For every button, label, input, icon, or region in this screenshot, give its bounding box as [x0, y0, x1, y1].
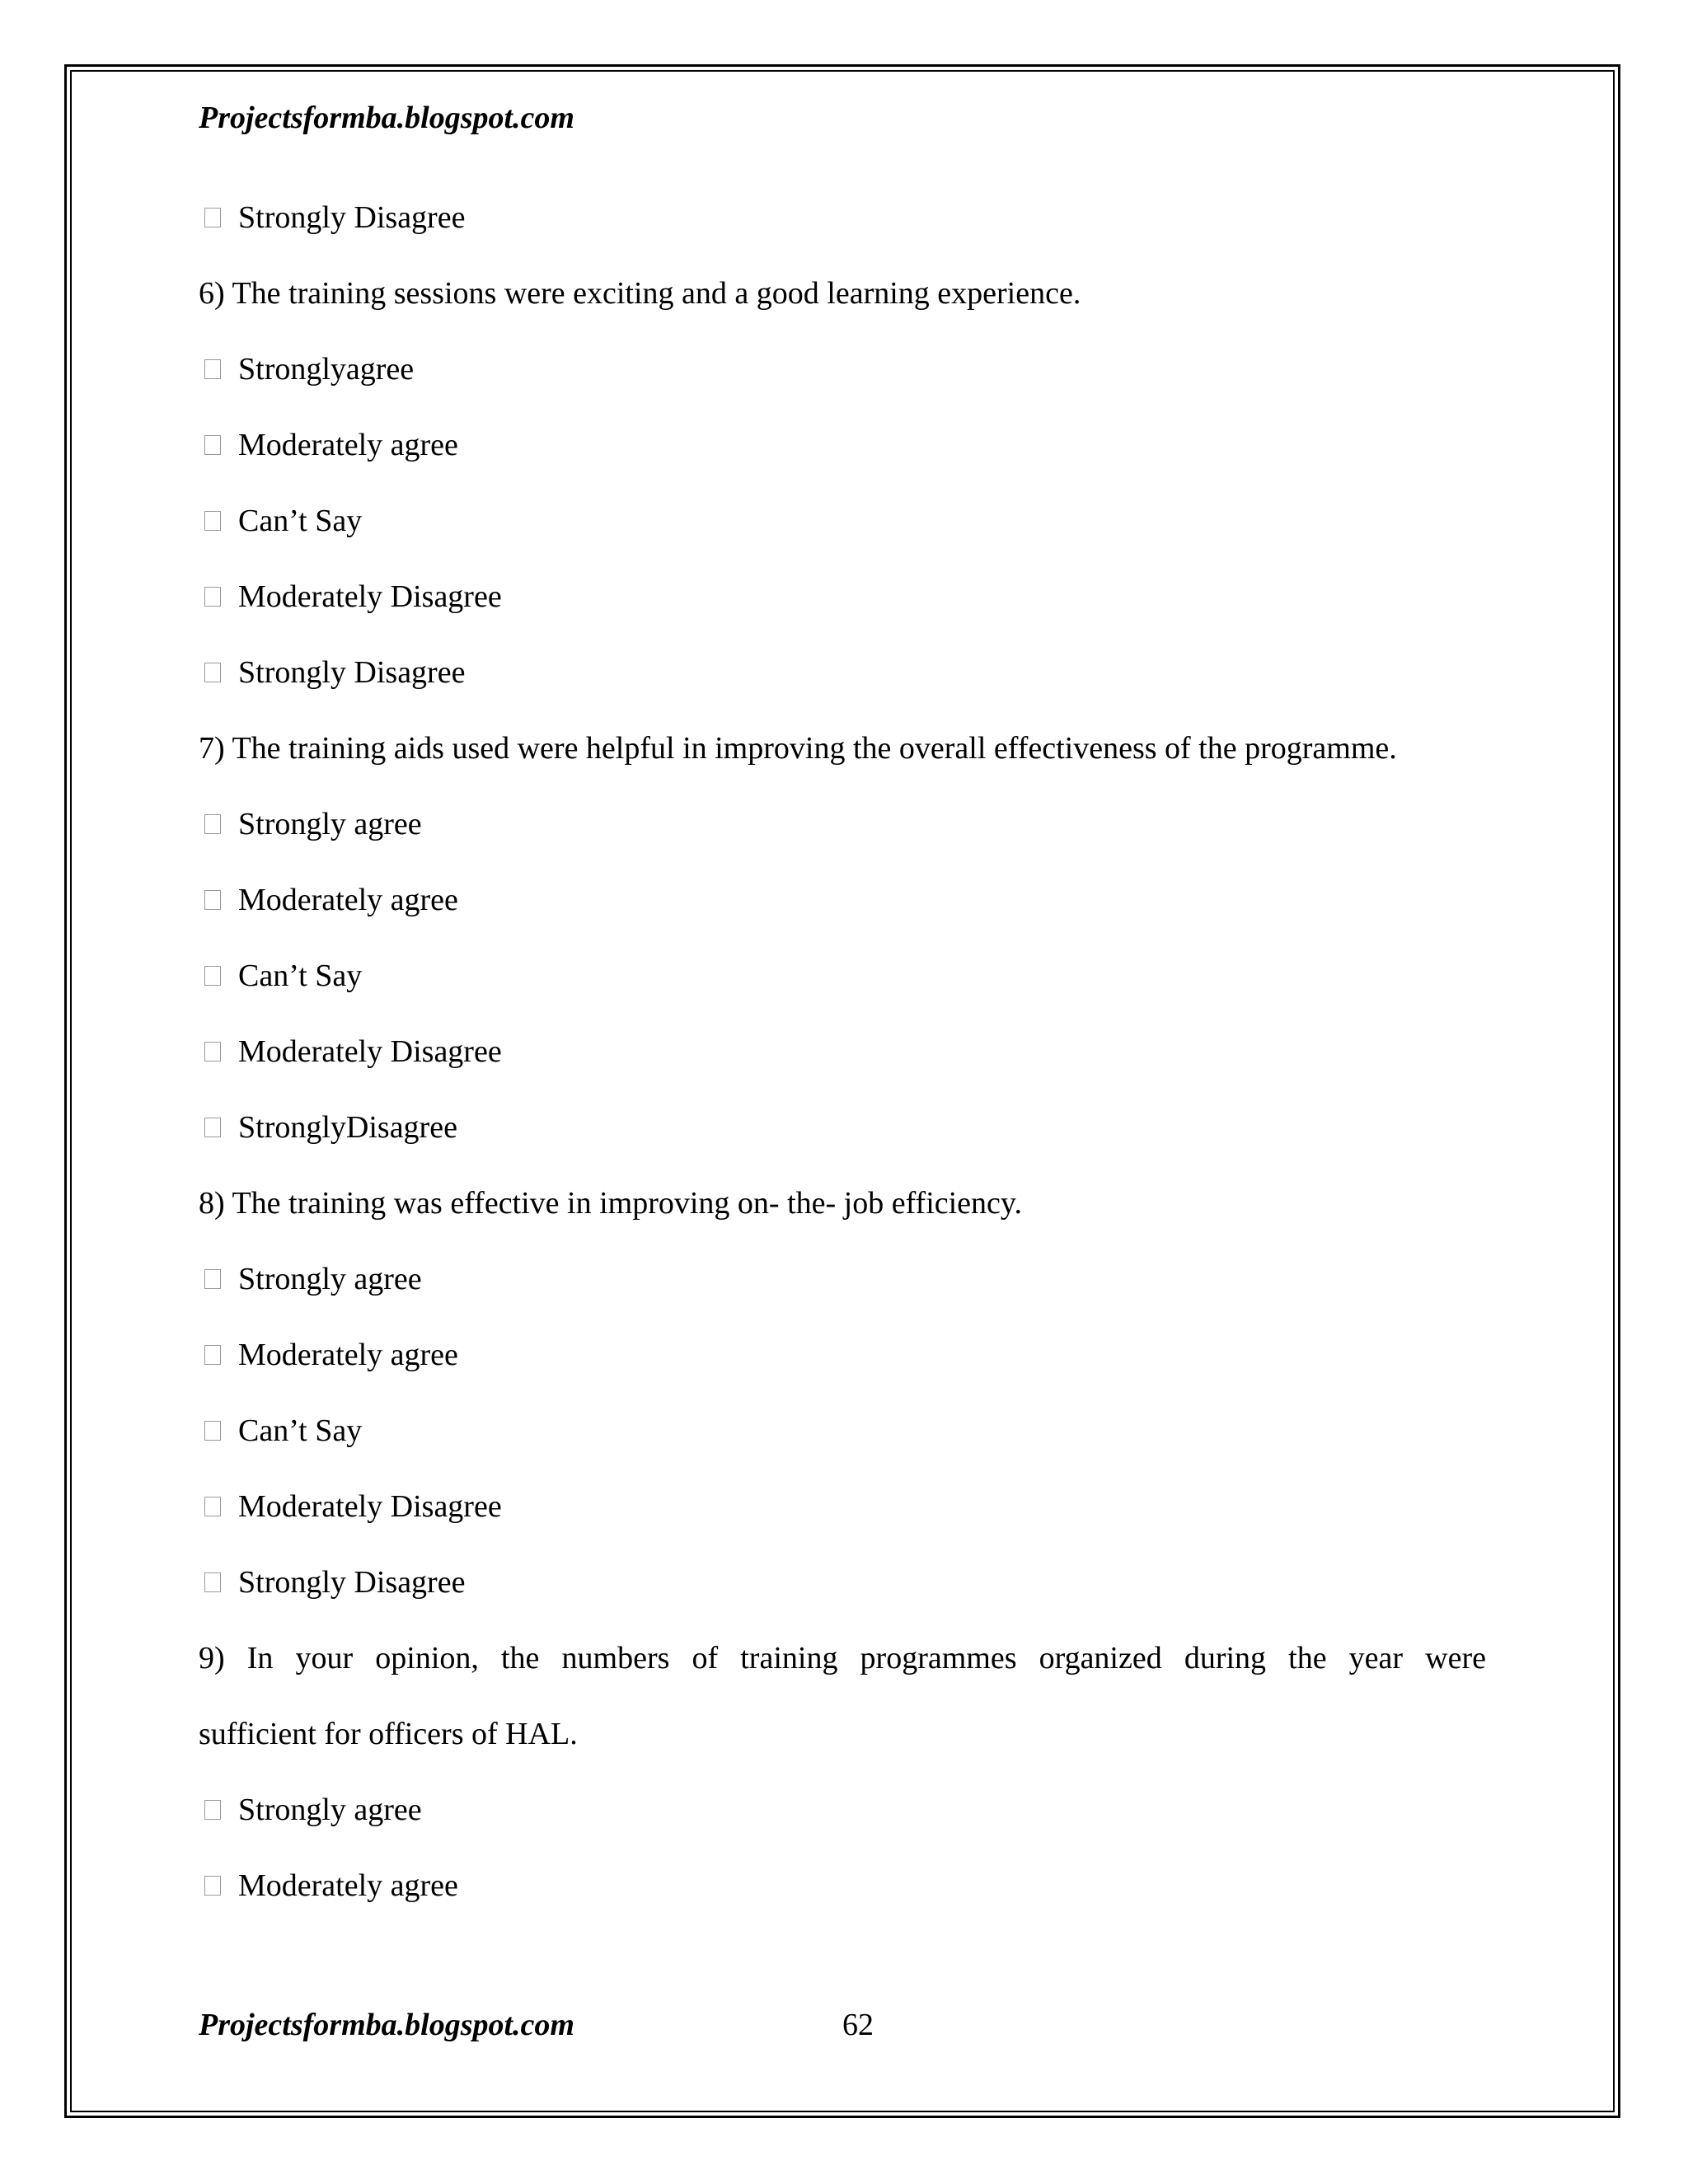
list-item — [199, 1870, 458, 1901]
checkbox-icon[interactable] — [204, 1042, 221, 1062]
checkbox-icon[interactable] — [204, 1800, 221, 1820]
list-item — [199, 1794, 422, 1825]
option-label: Moderately agree — [238, 428, 458, 462]
checkbox-icon[interactable] — [204, 359, 221, 379]
list-item — [199, 960, 362, 991]
option-label: Strongly Disagree — [238, 200, 466, 235]
list-item — [199, 1263, 422, 1295]
list-item — [199, 1415, 362, 1446]
list-item — [199, 1491, 502, 1522]
question-9-line-2: sufficient for officers of HAL. — [199, 1717, 578, 1751]
option-label: Strongly Disagree — [238, 655, 466, 690]
question-7: 7) The training aids used were helpful in improving the overall effectiveness of the programme. — [199, 731, 1397, 766]
list-item — [199, 1339, 458, 1371]
checkbox-icon[interactable] — [204, 814, 221, 834]
option-label: Stronglyagree — [238, 352, 415, 387]
list-item — [199, 657, 465, 688]
page-header: Projectsformba.blogspot.com — [199, 101, 574, 135]
checkbox-icon[interactable] — [204, 1118, 221, 1137]
checkbox-icon[interactable] — [204, 1497, 221, 1516]
option-label: Can’t Say — [238, 958, 363, 993]
list-item — [199, 1036, 502, 1067]
checkbox-icon[interactable] — [204, 890, 221, 910]
option-label: Strongly Disagree — [238, 1565, 466, 1600]
checkbox-icon[interactable] — [204, 1876, 221, 1896]
checkbox-icon[interactable] — [204, 435, 221, 455]
checkbox-icon[interactable] — [204, 587, 221, 607]
option-label: Moderately agree — [238, 1338, 458, 1372]
checkbox-icon[interactable] — [204, 663, 221, 682]
checkbox-icon[interactable] — [204, 511, 221, 531]
option-label: Moderately Disagree — [238, 1034, 502, 1069]
list-item — [199, 429, 458, 461]
option-label: Moderately agree — [238, 883, 458, 917]
option-label: Can’t Say — [238, 1413, 363, 1448]
checkbox-icon[interactable] — [204, 208, 221, 227]
list-item — [199, 581, 502, 612]
option-label: Can’t Say — [238, 504, 363, 538]
list-item — [199, 884, 458, 916]
list-item — [199, 354, 414, 385]
question-6: 6) The training sessions were exciting and a good learning experience. — [199, 276, 1081, 311]
list-item — [199, 202, 465, 233]
question-9-line-1: 9) In your opinion, the numbers of training programmes organized during the year were — [199, 1641, 1486, 1675]
checkbox-icon[interactable] — [204, 1269, 221, 1289]
list-item — [199, 1567, 465, 1598]
page-number: 62 — [842, 2008, 874, 2042]
option-label: Moderately Disagree — [238, 579, 502, 614]
option-label: Strongly agree — [238, 1262, 422, 1296]
page-footer: Projectsformba.blogspot.com — [199, 2008, 574, 2042]
list-item — [199, 1112, 457, 1143]
list-item — [199, 808, 422, 840]
question-8: 8) The training was effective in improving on- the- job efficiency. — [199, 1186, 1022, 1221]
option-label: Strongly agree — [238, 1793, 422, 1827]
checkbox-icon[interactable] — [204, 966, 221, 986]
option-label: Moderately Disagree — [238, 1489, 502, 1524]
checkbox-icon[interactable] — [204, 1421, 221, 1441]
checkbox-icon[interactable] — [204, 1345, 221, 1365]
option-label: Strongly agree — [238, 807, 422, 841]
list-item — [199, 505, 362, 537]
option-label: Moderately agree — [238, 1868, 458, 1903]
option-label: StronglyDisagree — [238, 1110, 457, 1145]
checkbox-icon[interactable] — [204, 1572, 221, 1592]
